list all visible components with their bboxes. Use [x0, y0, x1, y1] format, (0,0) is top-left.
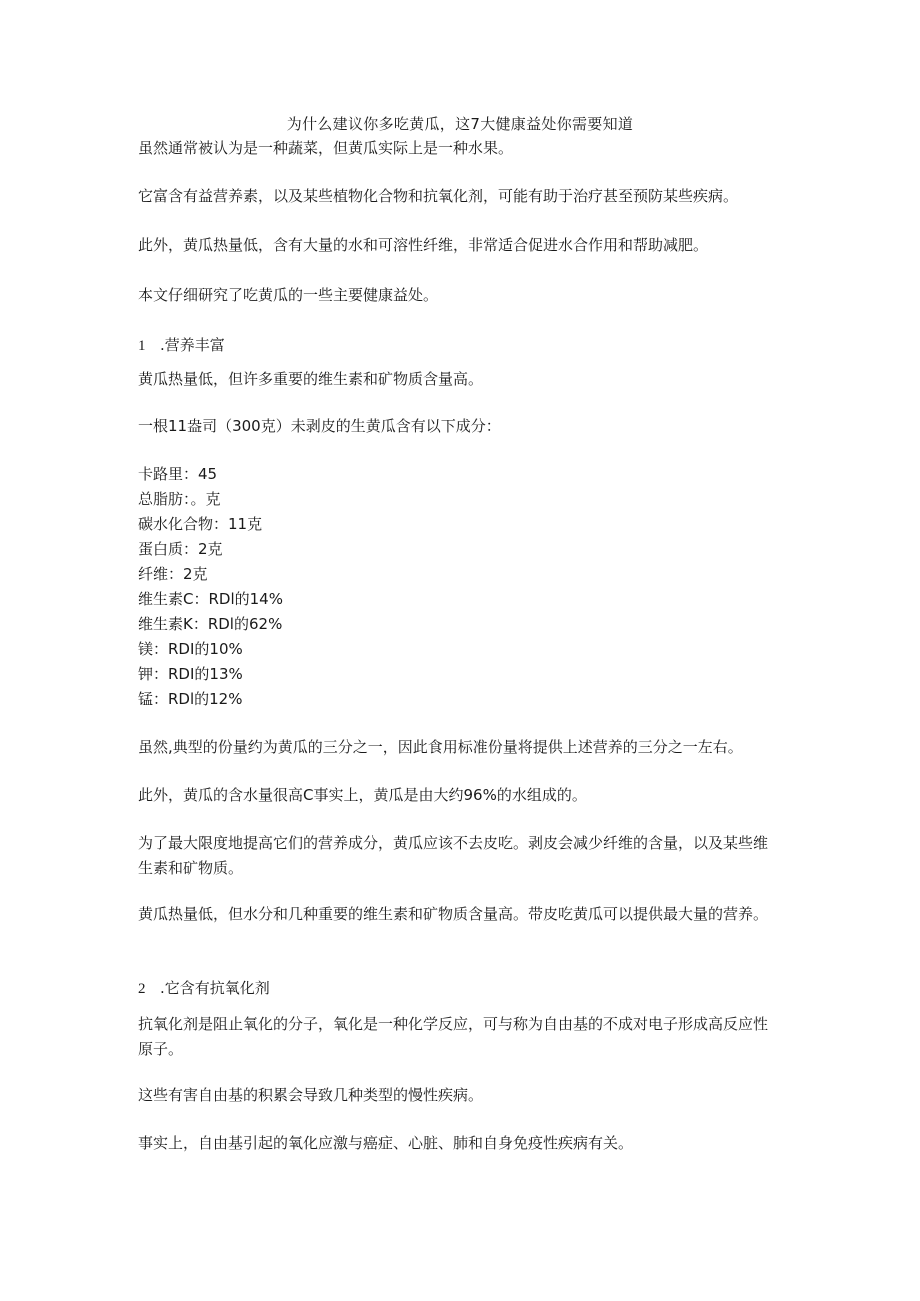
section-2-paragraph-3: 事实上，自由基引起的氧化应激与癌症、心脏、肺和自身免疫性疾病有关。 [138, 1134, 634, 1152]
section-1-number: 1 [138, 338, 146, 354]
section-1-paragraph-1: 黄瓜热量低，但许多重要的维生素和矿物质含量高。 [138, 370, 484, 388]
document-title: 为什么建议你多吃黄瓜，这7大健康益处你需要知道 [286, 115, 634, 133]
intro-paragraph-3: 此外，黄瓜热量低，含有大量的水和可溶性纤维，非常适合促进水合作用和帮助减肥。 [138, 236, 709, 254]
intro-paragraph-4: 本文仔细研究了吃黄瓜的一些主要健康益处。 [138, 286, 439, 304]
section-1-title: .营养丰富 [160, 336, 225, 354]
intro-paragraph-2: 它富含有益营养素，以及某些植物化合物和抗氧化剂，可能有助于治疗甚至预防某些疾病。 [138, 187, 739, 205]
section-1-paragraph-2: 一根11盎司（300克）未剥皮的生黄瓜含有以下成分： [138, 417, 501, 435]
nutrient-carbohydrates: 碳水化合物：11克 [138, 515, 263, 533]
section-1-paragraph-4: 此外，黄瓜的含水量很高C事实上，黄瓜是由大约96%的水组成的。 [138, 786, 587, 804]
section-2-paragraph-1: 抗氧化剂是阻止氧化的分子，氧化是一种化学反应，可与称为自由基的不成对电子形成高反应性原子。 [138, 1015, 769, 1058]
nutrient-vitamin-k: 维生素K：RDl的62% [138, 615, 283, 633]
section-1-paragraph-6: 黄瓜热量低，但水分和几种重要的维生素和矿物质含量高。带皮吃黄瓜可以提供最大量的营养。 [138, 905, 769, 923]
nutrient-calories: 卡路里：45 [138, 465, 218, 483]
section-2-paragraph-2: 这些有害自由基的积累会导致几种类型的慢性疾病。 [138, 1086, 484, 1104]
nutrient-vitamin-c: 维生素C：RDl的14% [138, 590, 283, 608]
section-1-paragraph-5: 为了最大限度地提高它们的营养成分，黄瓜应该不去皮吃。剥皮会减少纤维的含量，以及某些维生素和矿物质。 [138, 834, 769, 877]
section-2-heading [138, 976, 778, 1002]
section-2-title: .它含有抗氧化剂 [160, 979, 270, 997]
intro-paragraph-1: 虽然通常被认为是一种蔬菜，但黄瓜实际上是一种水果。 [138, 139, 514, 157]
nutrient-protein: 蛋白质：2克 [138, 540, 223, 558]
nutrient-total-fat: 总脂肪：。克 [138, 490, 221, 508]
section-2-number: 2 [138, 981, 146, 997]
nutrient-potassium: 钾：RDI的13% [138, 665, 243, 683]
section-1-paragraph-3: 虽然,典型的份量约为黄瓜的三分之一，因此食用标准份量将提供上述营养的三分之一左右。 [138, 738, 743, 756]
section-1-heading [138, 333, 778, 359]
nutrient-fiber: 纤维：2克 [138, 565, 208, 583]
nutrient-magnesium: 镁：RDI的10% [138, 640, 243, 658]
nutrient-manganese: 锰：RDl的12% [138, 690, 243, 708]
